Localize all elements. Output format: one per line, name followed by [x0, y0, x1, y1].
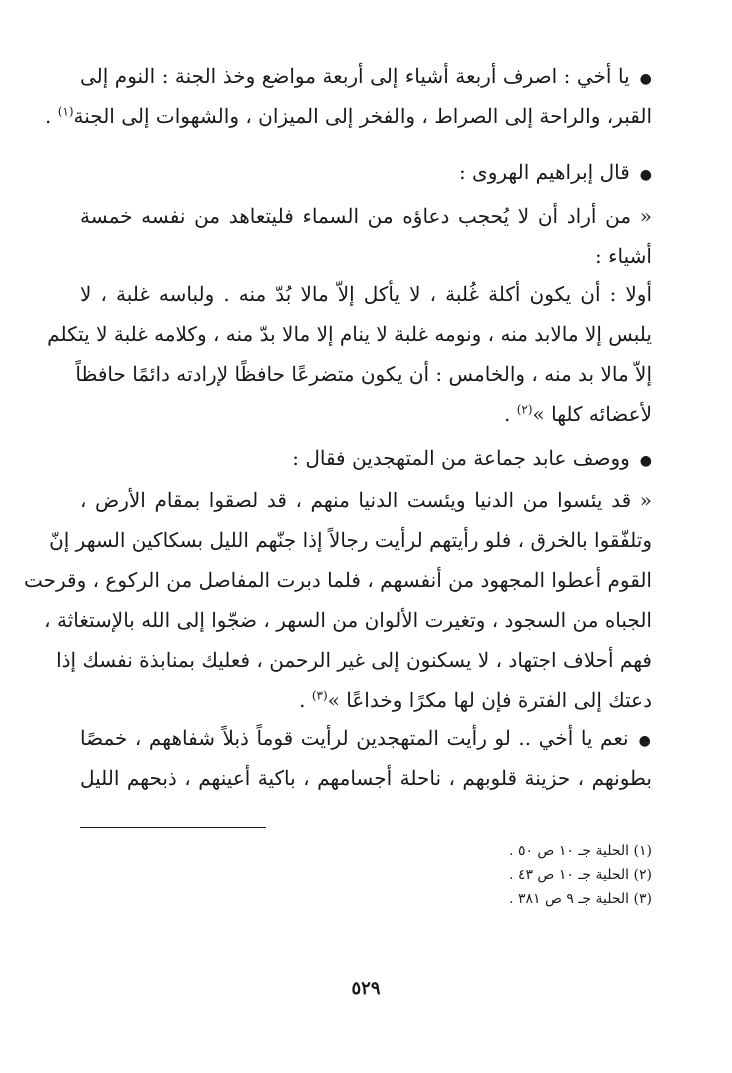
bullet-icon: ● [639, 71, 652, 87]
text-line: إلاّ مالا بد منه ، والخامس : أن يكون متضرعًا حافظًا لإرادته دائمًا حافظاً [75, 362, 652, 386]
footnote-ref: (٢) [516, 402, 533, 417]
footnote-divider [80, 827, 266, 828]
text-line: لأعضائه كلها »$^{(٢)}$ . [503, 402, 652, 426]
bullet-icon: ● [639, 167, 652, 183]
bullet-icon: ● [639, 453, 652, 469]
footnote-ref: (٣) [311, 688, 328, 703]
footnote-ref: (١) [57, 104, 74, 119]
bullet-icon: ● [638, 733, 652, 749]
text-line: بطونهم ، حزينة قلوبهم ، ناحلة أجسامهم ، باكية أعينهم ، ذبحهم الليل [80, 766, 652, 790]
text-line: أولا : أن يكون أكلة غُلبة ، لا يأكل إلاّ مالا بُدّ منه . ولباسه غلبة ، لا [80, 282, 652, 306]
text-line: دعتك إلى الفترة فإن لها مكرًا وخداعًا »$^{(٣)}$ . [299, 688, 652, 712]
text-line: أشياء : [595, 244, 652, 268]
paragraph-heading-harawi [80, 152, 652, 192]
text-line: يلبس إلا مالابد منه ، ونومه غلبة لا ينام إلا مالا بدّ منه ، وكلامه غلبة لا يتكلم [47, 322, 652, 346]
quote-worshipper [24, 480, 652, 720]
text-line: فهم أحلاف اجتهاد ، لا يسكنون إلى غير الرحمن ، فعليك بمنابذة نفسك إذا [56, 648, 652, 672]
text-line: القبر، والراحة إلى الصراط ، والفخر إلى الميزان ، والشهوات إلى الجنة$^{(١)}$ . [44, 104, 652, 128]
text-line: ●يا أخي : اصرف أربعة أشياء إلى أربعة مواضع وخذ الجنة : النوم إلى [80, 64, 652, 88]
footnote: (١) الحلية جـ ١٠ ص ٥٠ . [509, 843, 652, 859]
paragraph-advice [44, 56, 652, 136]
quote-harawi-body [47, 274, 652, 434]
paragraph-night-worshippers [80, 718, 652, 798]
text-line: ●ووصف عابد جماعة من المتهجدين فقال : [292, 446, 652, 470]
footnote: (٣) الحلية جـ ٩ ص ٣٨١ . [509, 891, 652, 907]
text-line: ●نعم يا أخي .. لو رأيت المتهجدين لرأيت قوماً ذبلاً شفاههم ، خمصًا [80, 726, 652, 750]
text-line: القوم أعطوا المجهود من أنفسهم ، فلما دبرت المفاصل من الركوع ، وقرحت [24, 568, 652, 592]
text-line: « من أراد أن لا يُحجب دعاؤه من السماء فليتعاهد من نفسه خمسة [80, 204, 652, 228]
text-line: ●قال إبراهيم الهروى : [458, 160, 652, 184]
page-number: ٥٢٩ [351, 978, 381, 999]
text-line: وتلفّقوا بالخرق ، فلو رأيتهم لرأيت رجالاً إذا جنّهم الليل بسكاكين السهر إنّ [49, 528, 652, 552]
text-line: « قد يئسوا من الدنيا ويئست الدنيا منهم ، قد لصقوا بمقام الأرض ، [80, 488, 652, 512]
quote-harawi-intro [80, 196, 652, 276]
footnote: (٢) الحلية جـ ١٠ ص ٤٣ . [509, 867, 652, 883]
text-line: الجباه من السجود ، وتغيرت الألوان من السهر ، ضجّوا إلى الله بالإستغاثة ، [44, 608, 652, 632]
paragraph-heading-worshipper [80, 438, 652, 478]
